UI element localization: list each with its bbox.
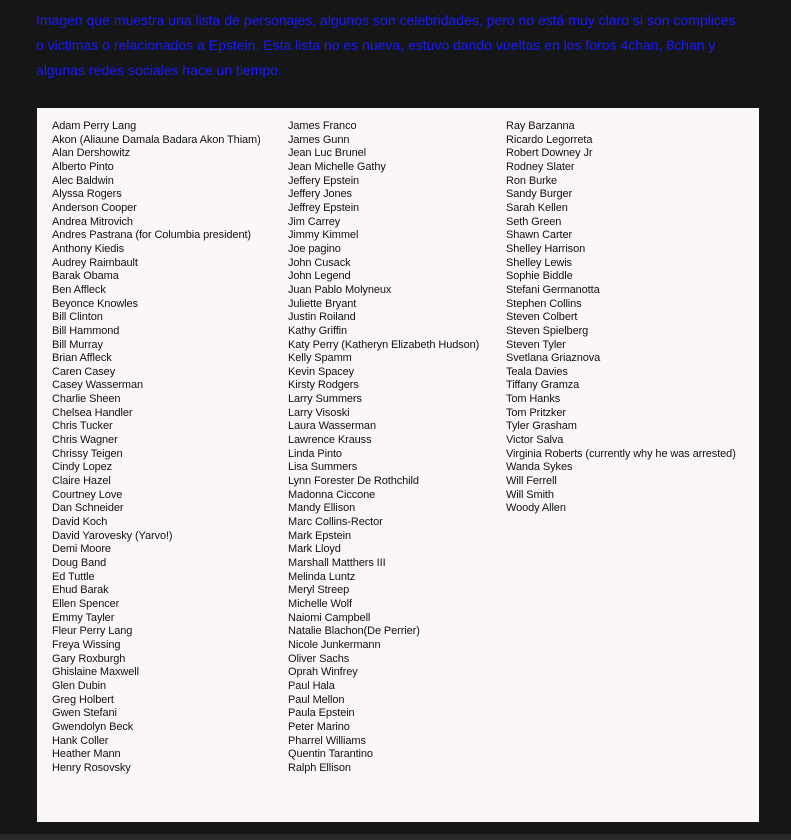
name-list-item: Charlie Sheen bbox=[52, 393, 121, 406]
name-list-item: Paula Epstein bbox=[288, 707, 355, 720]
name-list-item: Sarah Kellen bbox=[506, 201, 568, 214]
name-list-item: Katy Perry (Katheryn Elizabeth Hudson) bbox=[288, 338, 480, 351]
name-list-item: Ed Tuttle bbox=[52, 570, 95, 583]
name-list-item: Kelly Spamm bbox=[288, 352, 352, 365]
name-list-item: Michelle Wolf bbox=[288, 597, 352, 610]
name-list-item: Sophie Biddle bbox=[506, 270, 573, 283]
name-list-item: Steven Colbert bbox=[506, 311, 578, 324]
name-list-item: Quentin Tarantino bbox=[288, 748, 373, 761]
name-list-item: Gary Roxburgh bbox=[52, 652, 126, 665]
name-list-item: Chrissy Teigen bbox=[52, 447, 123, 460]
name-list-item: Fleur Perry Lang bbox=[52, 625, 133, 638]
name-list-item: Oliver Sachs bbox=[288, 652, 350, 665]
name-list-item: Demi Moore bbox=[52, 543, 111, 556]
name-list-item: Jeffery Epstein bbox=[288, 174, 360, 187]
name-list-item: Ghislaine Maxwell bbox=[52, 666, 139, 679]
name-list-item: Pharrel Williams bbox=[288, 734, 366, 747]
name-list-item: Sandy Burger bbox=[506, 188, 573, 201]
name-list-item: Will Smith bbox=[506, 488, 554, 501]
name-list-item: Glen Dubin bbox=[52, 679, 107, 692]
name-list-item: Teala Davies bbox=[506, 365, 568, 378]
name-list-item: Justin Roiland bbox=[288, 311, 356, 324]
name-list-item: Chelsea Handler bbox=[52, 406, 133, 419]
name-list-item: Andrea Mitrovich bbox=[52, 215, 133, 228]
name-list-item: Mark Epstein bbox=[288, 529, 351, 542]
name-list-item: Lisa Summers bbox=[288, 461, 358, 474]
name-list-item: Ralph Ellison bbox=[288, 761, 351, 774]
name-list-item: Bill Clinton bbox=[52, 311, 103, 324]
name-list-item: Gwen Stefani bbox=[52, 707, 117, 720]
name-list-item: Greg Holbert bbox=[52, 693, 114, 706]
name-list-item: Akon (Aliaune Damala Badara Akon Thiam) bbox=[52, 133, 261, 146]
name-list-item: Ben Affleck bbox=[52, 283, 106, 296]
name-list-item: Juliette Bryant bbox=[288, 297, 357, 310]
name-list-item: Alberto Pinto bbox=[52, 160, 114, 173]
name-list-item: Dan Schneider bbox=[52, 502, 124, 515]
name-list-item: Lawrence Krauss bbox=[288, 434, 372, 447]
name-list-item: Peter Marino bbox=[288, 720, 350, 733]
name-column-2 bbox=[288, 120, 479, 776]
name-list-item: Alyssa Rogers bbox=[52, 188, 122, 201]
name-list-item: Tom Hanks bbox=[506, 393, 561, 406]
name-list-item: Mark Lloyd bbox=[288, 543, 341, 556]
name-list-item: Virginia Roberts (currently why he was arrested) bbox=[506, 447, 736, 460]
name-list-item: Alec Baldwin bbox=[52, 174, 114, 187]
name-list-item: Anderson Cooper bbox=[52, 201, 137, 214]
name-list-item: Steven Tyler bbox=[506, 338, 566, 351]
name-list-item: Doug Band bbox=[52, 557, 107, 569]
bottom-border bbox=[0, 834, 791, 840]
name-list-item: Shelley Harrison bbox=[506, 242, 586, 255]
name-list-item: Madonna Ciccone bbox=[288, 488, 376, 501]
name-list-item: Courtney Love bbox=[52, 488, 123, 501]
name-list-item: Emmy Tayler bbox=[52, 611, 115, 624]
name-list-item: Kirsty Rodgers bbox=[288, 379, 359, 392]
name-list-item: Ellen Spencer bbox=[52, 597, 120, 610]
name-list-item: Claire Hazel bbox=[52, 475, 111, 488]
name-list-item: Caren Casey bbox=[52, 365, 116, 378]
name-list-item: Anthony Kiedis bbox=[52, 242, 124, 255]
name-list-item: John Cusack bbox=[288, 256, 351, 269]
name-list-item: Woody Allen bbox=[506, 502, 566, 515]
name-list-item: Chris Wagner bbox=[52, 434, 118, 447]
name-list-item: Will Ferrell bbox=[506, 475, 557, 488]
name-list-item: Casey Wasserman bbox=[52, 379, 144, 392]
name-list-image bbox=[37, 108, 759, 822]
name-list-item: Ray Barzanna bbox=[506, 120, 575, 132]
name-list-item: Juan Pablo Molyneux bbox=[288, 283, 392, 296]
name-list-item: Stefani Germanotta bbox=[506, 283, 600, 296]
name-list-item: Tyler Grasham bbox=[506, 420, 577, 433]
name-list-item: Jean Michelle Gathy bbox=[288, 160, 386, 173]
name-list-item: Melinda Luntz bbox=[288, 570, 356, 583]
name-list-item: Mandy Ellison bbox=[288, 502, 356, 515]
name-list-item: James Gunn bbox=[288, 133, 350, 146]
name-list-item: Ehud Barak bbox=[52, 584, 109, 597]
name-list-item: Marc Collins-Rector bbox=[288, 516, 383, 529]
name-list-item: David Koch bbox=[52, 516, 108, 529]
name-list-item: Nicole Junkermann bbox=[288, 638, 381, 651]
name-list-item: Ron Burke bbox=[506, 174, 558, 187]
name-list-item: Kevin Spacey bbox=[288, 365, 355, 378]
name-list-item: Ricardo Legorreta bbox=[506, 133, 593, 146]
name-list-item: Rodney Slater bbox=[506, 160, 575, 173]
name-list-item: James Franco bbox=[288, 120, 357, 132]
name-list-item: Jim Carrey bbox=[288, 215, 341, 228]
name-list-item: Bill Murray bbox=[52, 338, 103, 351]
name-list-item: Marshall Matthers III bbox=[288, 557, 386, 569]
name-list-item: Heather Mann bbox=[52, 748, 121, 761]
name-list-item: Naiomi Campbell bbox=[288, 611, 371, 624]
name-list-item: Jeffrey Epstein bbox=[288, 201, 360, 214]
name-list-item: Tom Pritzker bbox=[506, 406, 566, 419]
name-list-item: Jean Luc Brunel bbox=[288, 147, 366, 160]
name-list-item: Wanda Sykes bbox=[506, 461, 573, 474]
name-list-item: Andres Pastrana (for Columbia president) bbox=[52, 229, 251, 242]
name-list-item: Tiffany Gramza bbox=[506, 379, 580, 392]
name-list-item: Seth Green bbox=[506, 215, 562, 228]
name-list-item: Henry Rosovsky bbox=[52, 761, 131, 774]
name-list-item: Kathy Griffin bbox=[288, 324, 348, 337]
name-list-item: Shawn Carter bbox=[506, 229, 573, 242]
name-list-item: Beyonce Knowles bbox=[52, 297, 138, 310]
name-list-item: David Yarovesky (Yarvo!) bbox=[52, 529, 173, 542]
name-list-item: Paul Hala bbox=[288, 679, 335, 692]
name-list-item: Svetlana Griaznova bbox=[506, 352, 601, 365]
name-list-item: Brian Affleck bbox=[52, 352, 112, 365]
name-column-1 bbox=[52, 120, 261, 776]
name-list-item: Bill Hammond bbox=[52, 324, 120, 337]
name-list-item: Chris Tucker bbox=[52, 420, 113, 433]
name-list-item: Laura Wasserman bbox=[288, 420, 376, 433]
name-list-item: Linda Pinto bbox=[288, 447, 342, 460]
name-list-item: Gwendolyn Beck bbox=[52, 720, 134, 733]
name-list-item: Meryl Streep bbox=[288, 584, 350, 597]
name-list-item: Shelley Lewis bbox=[506, 256, 572, 269]
name-list-item: Adam Perry Lang bbox=[52, 120, 137, 132]
caption-text: Imagen que muestra una lista de personajes, algunos son celebridades, pero no está muy claro si son complices o victimas o relacionados a Epstein. Esta lista no es nueva, estuvo dando vueltas en los foros 4chan, 8chan y algunas redes sociales hace un tiempo. bbox=[36, 12, 736, 78]
name-list-item: Barak Obama bbox=[52, 270, 119, 283]
name-list-item: Hank Coller bbox=[52, 734, 109, 747]
name-list-item: Freya Wissing bbox=[52, 638, 121, 651]
name-list-item: Steven Spielberg bbox=[506, 324, 589, 337]
name-list-item: Lynn Forester De Rothchild bbox=[288, 475, 419, 488]
name-list-item: Victor Salva bbox=[506, 434, 564, 447]
name-column-3 bbox=[506, 120, 736, 516]
name-list-item: John Legend bbox=[288, 270, 351, 283]
name-list-item: Joe pagino bbox=[288, 242, 341, 255]
name-list-item: Jeffery Jones bbox=[288, 188, 352, 201]
name-list-item: Stephen Collins bbox=[506, 297, 582, 310]
name-list-item: Larry Summers bbox=[288, 393, 362, 406]
name-list-item: Paul Mellon bbox=[288, 693, 345, 706]
name-list-item: Robert Downey Jr bbox=[506, 147, 593, 160]
name-list-item: Cindy Lopez bbox=[52, 461, 113, 474]
name-list-item: Larry Visoski bbox=[288, 406, 350, 419]
name-list-item: Oprah Winfrey bbox=[288, 666, 358, 679]
name-list-item: Alan Dershowitz bbox=[52, 147, 130, 160]
name-list-item: Jimmy Kimmel bbox=[288, 229, 359, 242]
name-list-item: Audrey Raimbault bbox=[52, 256, 138, 269]
name-list-item: Natalie Blachon(De Perrier) bbox=[288, 625, 420, 638]
